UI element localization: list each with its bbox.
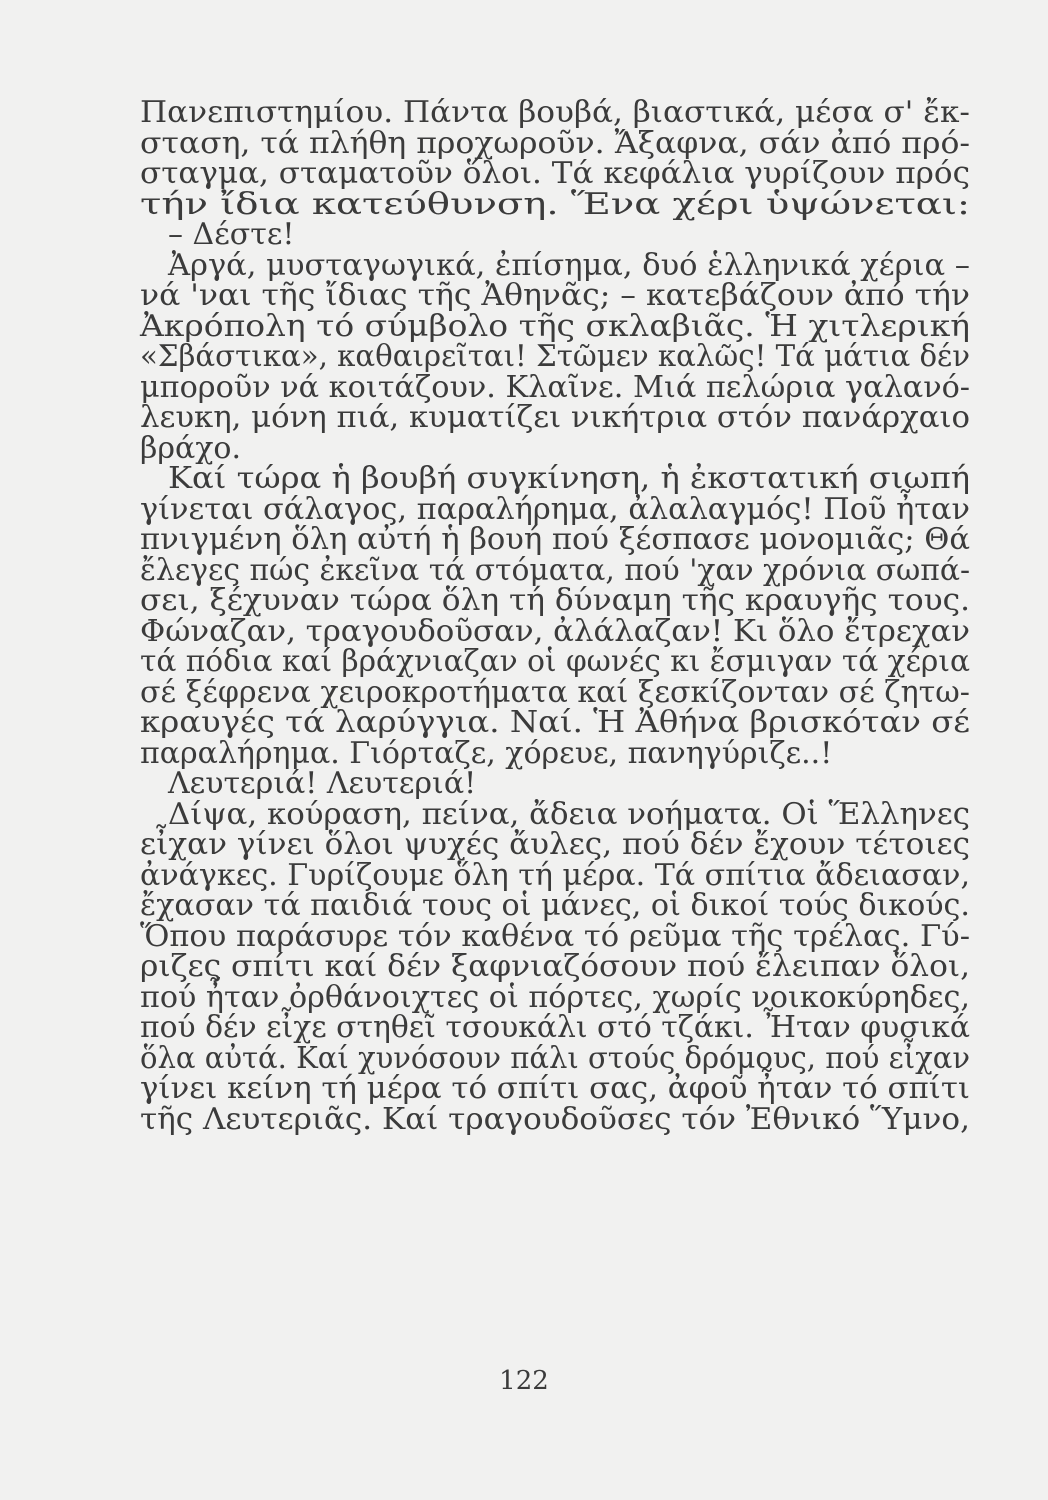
text-line: σταγμα, σταματοῦν ὅλοι. Τά κεφάλια γυρίζουν πρός: [140, 156, 971, 191]
text-line: ἔλεγες πώς ἐκεῖνα τά στόματα, πού 'χαν χρόνια σωπά-: [140, 552, 971, 588]
text-line: παραλήρημα. Γιόρταζε, χόρευε, πανηγύριζε..!: [140, 735, 833, 771]
text-line: μποροῦν νά κοιτάζουν. Κλαῖνε. Μιά πελώρια γαλανό-: [140, 369, 971, 405]
text-line: πού δέν εἶχε στηθεῖ τσουκάλι στό τζάκι. Ἦταν φυσικά: [140, 1010, 970, 1045]
text-line: Φώναζαν, τραγουδοῦσαν, ἀλάλαζαν! Κι ὅλο ἔτρεχαν: [140, 613, 971, 649]
text-line: Ἀκρόπολη τό σύμβολο τῆς σκλαβιᾶς. Ἡ χιτλερική: [140, 308, 971, 344]
text-line: ὅλα αὐτά. Καί χυνόσουν πάλι στούς δρόμους, πού εἶχαν: [140, 1040, 970, 1076]
text-line: ἀνάγκες. Γυρίζουμε ὅλη τή μέρα. Τά σπίτια ἄδειασαν,: [140, 857, 971, 893]
page-number: 122: [499, 1366, 549, 1396]
text-line: κραυγές τά λαρύγγια. Ναί. Ἡ Ἀθήνα βρισκόταν σέ: [140, 705, 971, 740]
text-line: πού ἦταν ὀρθάνοιχτες οἱ πόρτες, χωρίς νοικοκύρηδες,: [140, 979, 971, 1015]
text-line: τά πόδια καί βράχνιαζαν οἱ φωνές κι ἔσμιγαν τά χέρια: [140, 644, 970, 679]
text-line: σει, ξέχυναν τώρα ὅλη τή δύναμη τῆς κραυγῆς τους.: [140, 583, 971, 618]
text-line: – Δέστε!: [168, 217, 295, 252]
text-line: Ἀργά, μυσταγωγικά, ἐπίσημα, δυό ἑλληνικά χέρια –: [168, 247, 970, 283]
text-line: γίνει κείνη τή μέρα τό σπίτι σας, ἀφοῦ ἦταν τό σπίτι: [140, 1071, 971, 1106]
text-line: σταση, τά πλήθη προχωροῦν. Ἄξαφνα, σάν ἀπό πρό-: [140, 125, 971, 161]
text-line: νά 'ναι τῆς ἴδιας τῆς Ἀθηνᾶς; – κατεβάζουν ἀπό τήν: [140, 278, 970, 313]
text-line: ριζες σπίτι καί δέν ξαφνιαζόσουν πού ἔλειπαν ὅλοι,: [140, 949, 971, 984]
text-line: Δίψα, κούραση, πείνα, ἄδεια νοήματα. Οἱ Ἕλληνες: [168, 796, 971, 832]
text-line: τήν ἴδια κατεύθυνση. Ἕνα χέρι ὑψώνεται:: [140, 186, 970, 222]
text-line: ἔχασαν τά παιδιά τους οἱ μάνες, οἱ δικοί τούς δικούς.: [140, 888, 971, 923]
text-line: Καί τώρα ἡ βουβή συγκίνηση, ἡ ἐκστατική σιωπή: [168, 461, 971, 496]
text-line: σέ ξέφρενα χειροκροτήματα καί ξεσκίζονταν σέ ζητω-: [140, 674, 970, 710]
text-line: γίνεται σάλαγος, παραλήρημα, ἀλαλαγμός! Ποῦ ἦταν: [140, 491, 970, 527]
text-line: «Σβάστικα», καθαιρεῖται! Στῶμεν καλῶς! Τά μάτια δέν: [140, 339, 970, 374]
text-line: πνιγμένη ὅλη αὐτή ἡ βουή πού ξέσπασε μονομιᾶς; Θά: [140, 522, 970, 557]
text-line: λευκη, μόνη πιά, κυματίζει νικήτρια στόν πανάρχαιο: [140, 400, 970, 435]
text-line: εἶχαν γίνει ὅλοι ψυχές ἄυλες, πού δέν ἔχουν τέτοιες: [140, 827, 971, 862]
text-line: βράχο.: [140, 430, 242, 466]
body-text: [140, 95, 971, 1137]
text-line: Ὅπου παράσυρε τόν καθένα τό ρεῦμα τῆς τρέλας. Γύ-: [140, 918, 971, 954]
text-line: Πανεπιστημίου. Πάντα βουβά, βιαστικά, μέσα σ' ἔκ-: [140, 95, 970, 130]
text-line: τῆς Λευτεριᾶς. Καί τραγουδοῦσες τόν Ἐθνικό Ὕμνο,: [140, 1101, 970, 1137]
text-line: Λευτεριά! Λευτεριά!: [168, 766, 477, 801]
